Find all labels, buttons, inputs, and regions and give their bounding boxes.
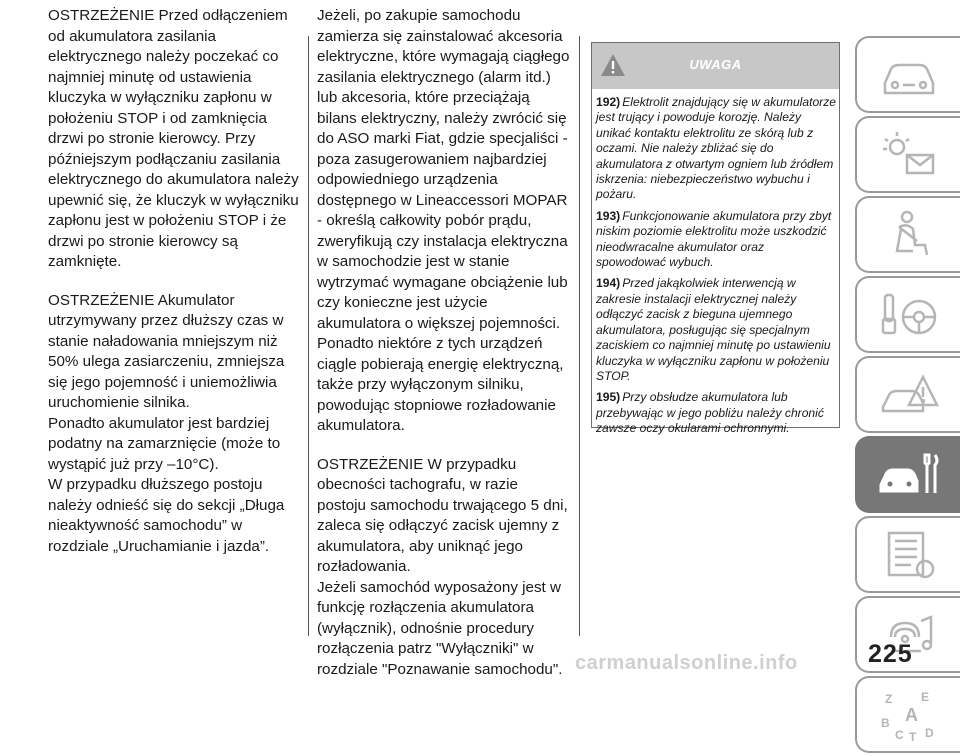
paragraph-tachograph-warning: OSTRZEŻENIE W przypadku obecności tachografu, w razie postoju samochodu trwającego 5 dni, zaleca się odłączyć zacisk ujemny z akumulatora, aby uniknąć jego rozładowania. Jeżeli samochód wyposażony jest w funkcję rozłączenia akumulatora (wyłącznik), odnośnie procedury rozłączenia patrz "Wyłączniki" w rozdziale "Poznawanie samochodu". <box>317 455 568 678</box>
warning-item <box>596 209 837 271</box>
seat-safety-icon <box>877 207 941 263</box>
technical-data-icon <box>877 527 941 583</box>
car-dashboard-icon <box>877 47 941 103</box>
warning-item-text: Elektrolit znajdujący się w akumulatorze jest trujący i powoduje korozję. Należy unikać kontaktu elektrolitu ze skórą lub z oczami. Nie należy zbliżać się do akumulatora z otwartym ogniem lub źródłem iskrzenia: niebezpieczeństwo wybuchu i pożaru. <box>596 95 836 202</box>
warning-box <box>591 42 840 436</box>
index-letter: C <box>894 727 904 742</box>
text-column-left <box>48 6 300 575</box>
warning-header <box>592 43 839 89</box>
index-letter: E <box>920 689 929 704</box>
tab-starting-driving[interactable] <box>855 276 960 353</box>
warning-item-text: Przy obsłudze akumulatora lub przebywając w jego pobliżu należy chronić zawsze oczy okularami ochronnymi. <box>596 390 824 436</box>
tab-warning-lights[interactable] <box>855 116 960 193</box>
footer-watermark: carmanualsonline.info <box>575 652 798 674</box>
warning-lights-icon <box>877 127 941 183</box>
key-steering-icon <box>877 287 941 343</box>
car-maintenance-icon <box>877 447 941 503</box>
index-letter: D <box>924 725 934 740</box>
warning-item-number: 194) <box>596 276 621 291</box>
index-letter: Z <box>884 691 892 706</box>
index-letters-icon <box>877 687 941 743</box>
warning-item-number: 195) <box>596 390 621 405</box>
warning-item <box>596 95 837 203</box>
tab-dashboard[interactable] <box>855 36 960 113</box>
column-divider <box>308 36 309 636</box>
index-letter: A <box>904 704 918 725</box>
paragraph-battery-charge-warning: OSTRZEŻENIE Akumulator utrzymywany przez dłuższy czas w stanie naładowania mniejszym niż 50% ulega zasiarczeniu, zmniejsza się jego pojemność i uniemożliwia uruchomienie silnika. Ponadto akumulator jest bardziej podatny na zamarznięcie (może to wystąpić już przy –10°C). W przypadku dłuższego postoju należy odnieść się do sekcji „Długa nieaktywność samochodu” w rozdziale „Uruchamianie i jazda”. <box>48 291 285 555</box>
text-column-middle <box>317 6 571 698</box>
index-letter: T <box>908 729 916 743</box>
warning-item <box>596 390 837 436</box>
tab-safety[interactable] <box>855 196 960 273</box>
column-divider <box>579 36 580 636</box>
paragraph-disconnect-warning: OSTRZEŻENIE Przed odłączeniem od akumulatora zasilania elektrycznego należy poczekać co najmniej minutę od ustawienia kluczyka w wyłączniku zapłonu w położeniu STOP i od zamknięcia drzwi po stronie kierowcy. Przy późniejszym podłączaniu zasilania elektrycznego do akumulatora należy upewnić się, że kluczyk w wyłączniku zapłonu jest w położeniu STOP i że drzwi po stronie kierowcy są zamknięte. <box>48 7 299 270</box>
warning-item-number: 192) <box>596 95 621 109</box>
tab-index[interactable] <box>855 676 960 753</box>
breakdown-icon <box>877 367 941 423</box>
warning-body <box>592 89 839 437</box>
paragraph-accessories: Jeżeli, po zakupie samochodu zamierza się zainstalować akcesoria elektryczne, które wymagają ciągłego zasilania elektrycznego (alarm itd.) lub akcesoria, które przeciążają bilans elektryczny, należy zwrócić się do ASO marki Fiat, gdzie specjaliści - poza zasugerowaniem najbardziej odpowiedniego urządzenia dostępnego w Lineaccessori MOPAR - określą całkowity pobór prądu, zweryfikują czy instalacja elektryczna w samochodzie jest w stanie wytrzymać wymagane obciążenie lub czy konieczne jest użycie akumulatora o większej pojemności. Ponadto niektóre z tych urządzeń ciągle pobierają energię elektryczną, także przy wyłączonym silniku, powodując stopniowe rozładowanie akumulatora. <box>317 7 570 434</box>
tab-maintenance[interactable] <box>855 436 960 513</box>
index-letter: B <box>880 715 890 730</box>
tab-emergency[interactable] <box>855 356 960 433</box>
warning-item-number: 193) <box>596 208 621 223</box>
warning-item <box>596 276 837 384</box>
warning-item-text: Przed jakąkolwiek interwencją w zakresie instalacji elektrycznej należy odłączyć zacisk z bieguna ujemnego akumulatora, posługując się specjalnym zaciskiem co najmniej minutę po ustawieniu kluczyka w wyłączniku zapłonu w położeniu STOP. <box>596 276 831 383</box>
warning-title: UWAGA <box>689 57 742 72</box>
tab-technical-data[interactable] <box>855 516 960 593</box>
warning-item-text: Funkcjonowanie akumulatora przy zbyt niskim poziomie elektrolitu może uszkodzić nieodwracalne akumulator oraz spowodować wybuch. <box>596 208 832 270</box>
page-number: 225 <box>868 640 913 668</box>
